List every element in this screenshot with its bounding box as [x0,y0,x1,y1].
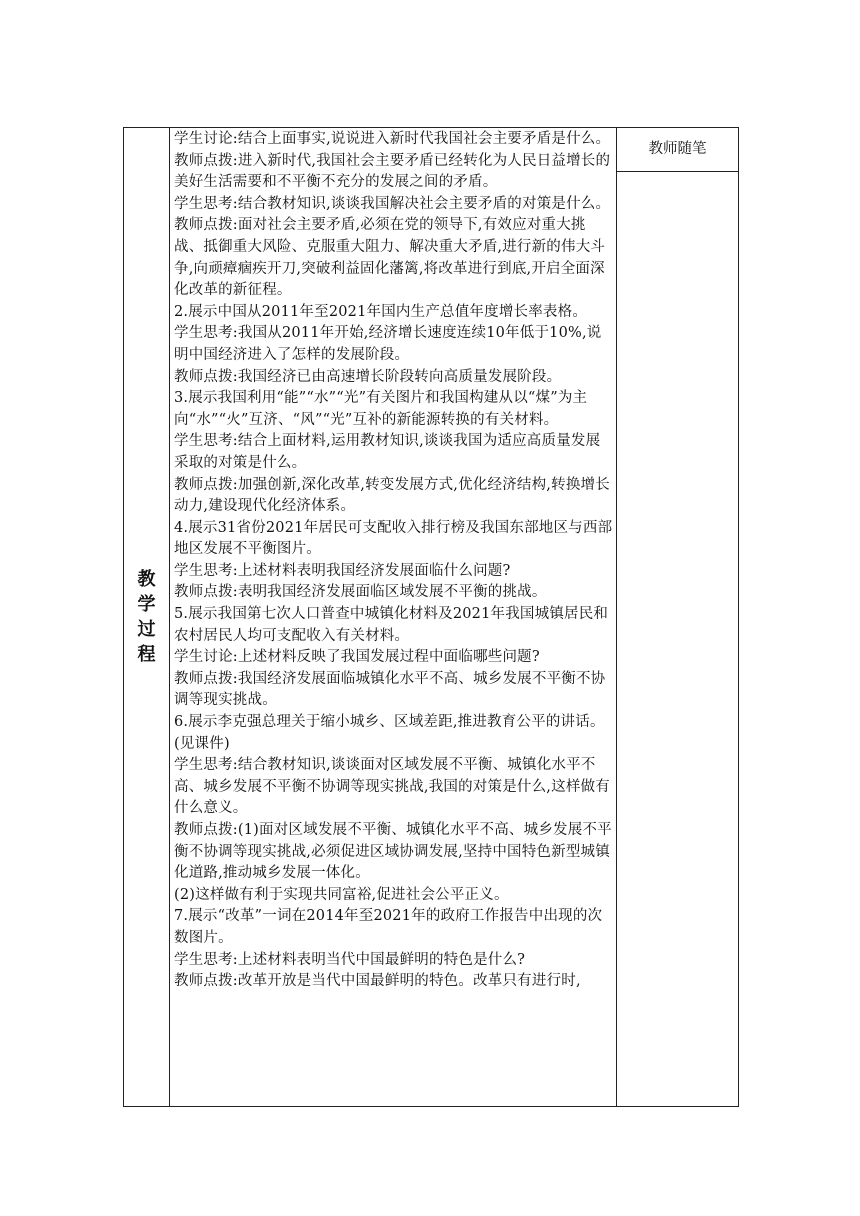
content-paragraph: (2)这样做有利于实现共同富裕,促进社会公平正义。 [174,886,509,903]
content-paragraph: 6.展示李克强总理关于缩小城乡、区域差距,推进教育公平的讲话。(见课件) [174,714,605,752]
content-paragraph: 5.展示我国第七次人口普查中城镇化材料及2021年我国城镇居民和农村居民人均可支配收入有关材料。 [174,606,609,644]
section-label-char: 学 [137,594,156,615]
content-paragraph: 教师点拨:表明我国经济发展面临区域发展不平衡的挑战。 [174,584,547,601]
content-paragraph: 7.展示“改革”一词在2014年至2021年的政府工作报告中出现的次数图片。 [174,908,603,946]
content-paragraph: 学生思考:上述材料表明当代中国最鲜明的特色是什么? [174,951,526,968]
content-paragraph: 学生思考:结合教材知识,谈谈面对区域发展不平衡、城镇化水平不高、城乡发展不平衡不协调等现实挑战,我国的对策是什么,这样做有什么意义。 [174,757,610,817]
lesson-table [123,127,739,1107]
content-paragraph: 教师点拨:改革开放是当代中国最鲜明的特色。改革只有进行时, [174,973,581,990]
teacher-notes-header: 教师随笔 [617,128,738,172]
content-paragraph: 学生讨论:结合上面事实,说说进入新时代我国社会主要矛盾是什么。 [174,131,611,147]
content-paragraph: 教师点拨:面对社会主要矛盾,必须在党的领导下,有效应对重大挑战、抵御重大风险、克服重大阻力、解决重大矛盾,进行新的伟大斗争,向顽瘴痼疾开刀,突破利益固化藩篱,将改革进行到底,开启全面深化改革的新征程。 [174,217,606,299]
content-paragraph: 教师点拨:我国经济已由高速增长阶段转向高质量发展阶段。 [174,368,562,385]
teacher-notes-area [617,173,738,1106]
content-paragraph: 学生思考:上述材料表明我国经济发展面临什么问题? [174,562,511,579]
content-paragraph: 教师点拨:(1)面对区域发展不平衡、城镇化水平不高、城乡发展不平衡不协调等现实挑战,必须促进区域协调发展,坚持中国特色新型城镇化道路,推动城乡发展一体化。 [174,822,612,882]
teaching-content [174,129,614,993]
content-paragraph: 学生思考:我国从2011年开始,经济增长速度连续10年低于10%,说明中国经济进入了怎样的发展阶段。 [174,325,602,363]
content-paragraph: 2.展示中国从2011年至2021年国内生产总值年度增长率表格。 [174,303,588,320]
section-label [138,567,156,667]
section-label-cell [124,128,169,1106]
section-label-char: 过 [137,619,156,640]
content-paragraph: 教师点拨:进入新时代,我国社会主要矛盾已经转化为人民日益增长的美好生活需要和不平衡不充分的发展之间的矛盾。 [174,152,611,191]
content-paragraph: 4.展示31省份2021年居民可支配收入排行榜及我国东部地区与西部地区发展不平衡图片。 [174,519,613,558]
content-paragraph: 学生思考:结合教材知识,谈谈我国解决社会主要矛盾的对策是什么。 [174,195,611,212]
content-paragraph: 学生思考:结合上面材料,运用教材知识,谈谈我国为适应高质量发展采取的对策是什么。 [174,433,601,471]
section-label-char: 教 [137,569,156,590]
section-label-char: 程 [137,644,156,665]
content-paragraph: 教师点拨:加强创新,深化改革,转变发展方式,优化经济结构,转换增长动力,建设现代化经济体系。 [174,476,610,515]
content-paragraph: 教师点拨:我国经济发展面临城镇化水平不高、城乡发展不平衡不协调等现实挑战。 [174,670,606,709]
content-paragraph: 3.展示我国利用“能”“水”“光”有关图片和我国构建从以“煤”为主向“水”“火”互济、“风”“光”互补的新能源转换的有关材料。 [174,390,588,428]
column-divider [169,128,170,1106]
content-paragraph: 学生讨论:上述材料反映了我国发展过程中面临哪些问题? [174,649,540,666]
